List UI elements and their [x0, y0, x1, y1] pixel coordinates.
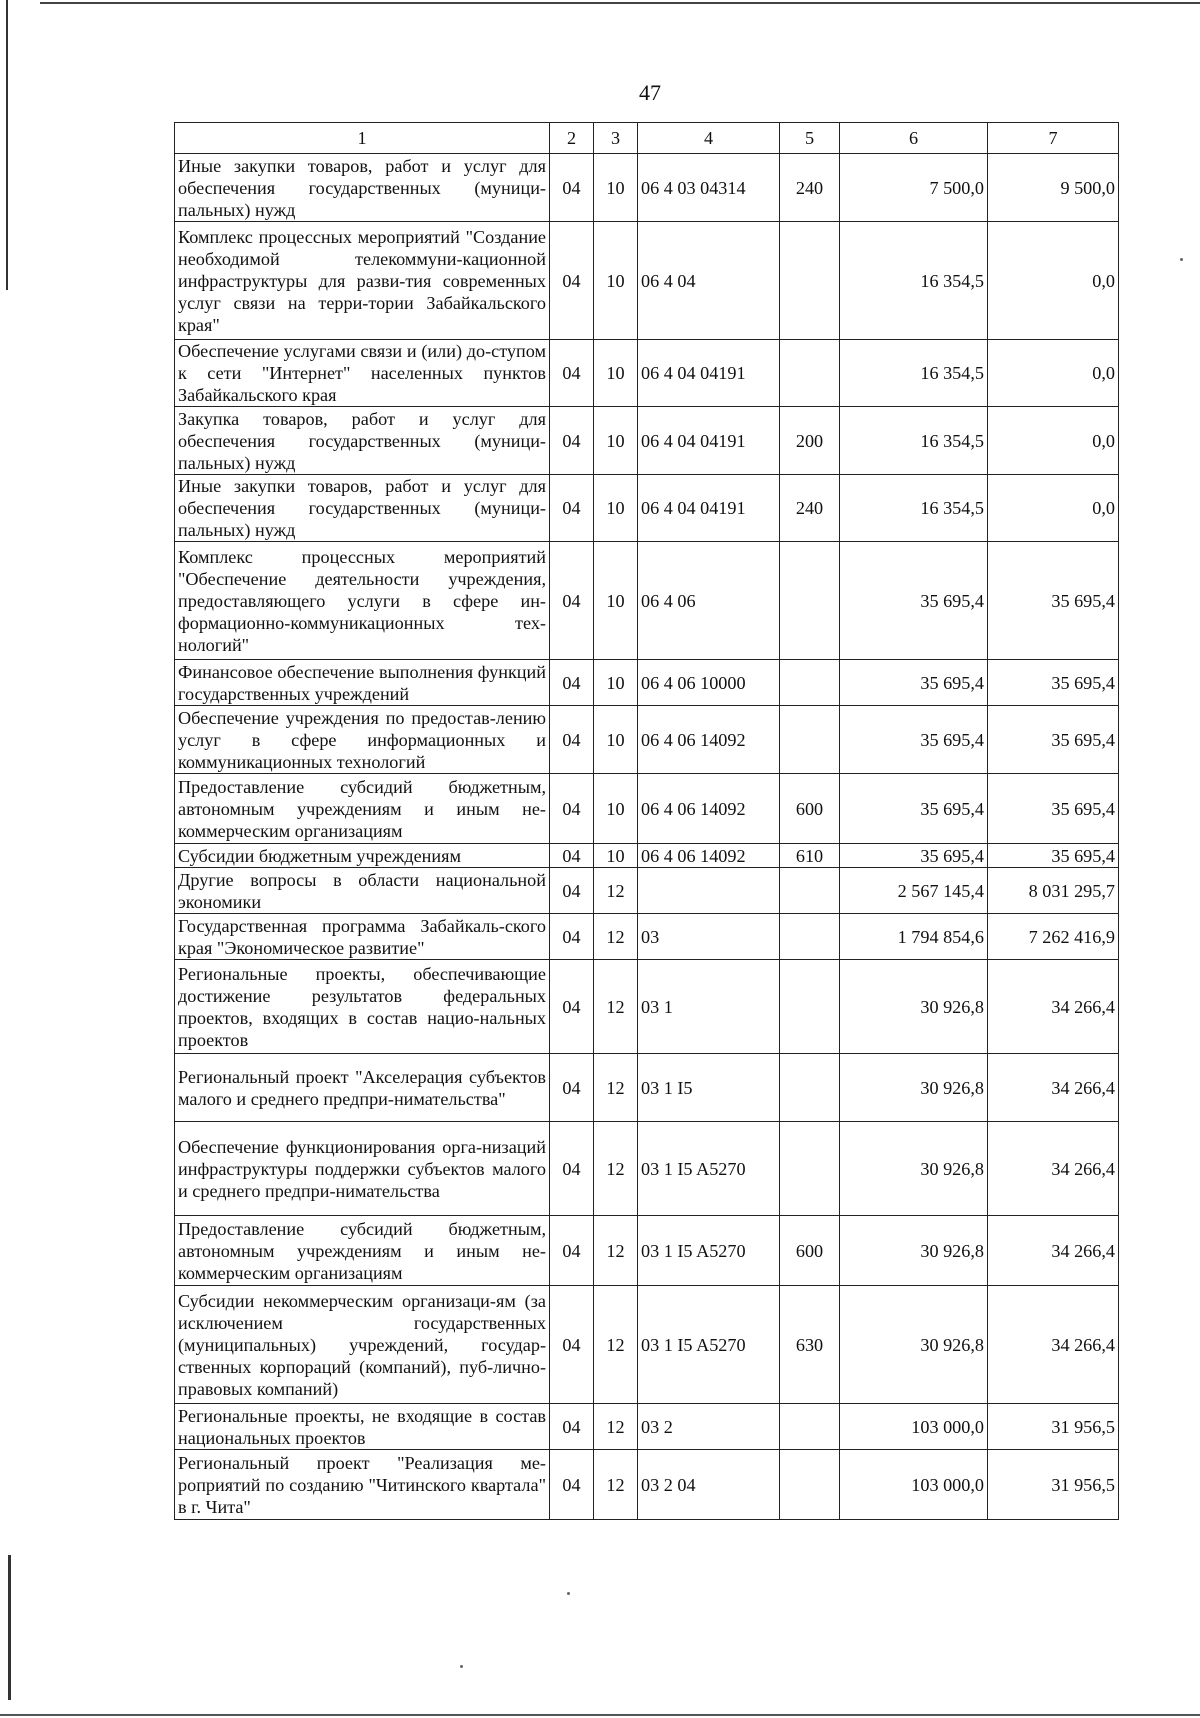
- amount-year1-cell: 35 695,4: [840, 706, 988, 774]
- row-name-cell: Обеспечение функционирования орга-низаций инфраструктуры поддержки субъектов малого и среднего предпри-нимательства: [175, 1122, 550, 1216]
- target-article-cell: 06 4 06 14092: [638, 706, 780, 774]
- table-row: [175, 222, 1119, 340]
- code-subsection-cell: 10: [594, 407, 638, 475]
- code-subsection-cell: 12: [594, 914, 638, 960]
- amount-year1-cell: 16 354,5: [840, 340, 988, 407]
- table-row: [175, 868, 1119, 914]
- amount-year1-cell: 30 926,8: [840, 1286, 988, 1404]
- table-body: [175, 123, 1119, 1520]
- amount-year2-cell: 7 262 416,9: [988, 914, 1119, 960]
- amount-year1-cell: 35 695,4: [840, 542, 988, 660]
- row-name-cell: Комплекс процессных мероприятий "Создание необходимой телекоммуни-кационной инфраструктуры для разви-тия современных услуг связи на терри-тории Забайкальского края": [175, 222, 550, 340]
- target-article-cell: 03 2 04: [638, 1450, 780, 1520]
- target-article-cell: 03 1 I5 A5270: [638, 1216, 780, 1286]
- table-row: [175, 1450, 1119, 1520]
- code-subsection-cell: 12: [594, 1404, 638, 1450]
- target-article-cell: 03 1 I5: [638, 1054, 780, 1122]
- expense-type-cell: 600: [780, 1216, 840, 1286]
- scan-speck: [567, 1592, 570, 1595]
- amount-year1-cell: 103 000,0: [840, 1404, 988, 1450]
- amount-year2-cell: 35 695,4: [988, 706, 1119, 774]
- amount-year2-cell: 31 956,5: [988, 1450, 1119, 1520]
- code-section-cell: 04: [550, 960, 594, 1054]
- code-section-cell: 04: [550, 154, 594, 222]
- target-article-cell: 06 4 04 04191: [638, 407, 780, 475]
- code-subsection-cell: 10: [594, 340, 638, 407]
- amount-year2-cell: 34 266,4: [988, 1286, 1119, 1404]
- target-article-cell: 06 4 06 14092: [638, 774, 780, 844]
- table-row: [175, 774, 1119, 844]
- header-col-7: 7: [988, 123, 1119, 154]
- row-name-cell: Субсидии бюджетным учреждениям: [175, 844, 550, 868]
- row-name-cell: Комплекс процессных мероприятий "Обеспечение деятельности учреждения, предоставляющего услуги в сфере ин-формационно-коммуникационных тех-нологий": [175, 542, 550, 660]
- code-section-cell: 04: [550, 542, 594, 660]
- expense-type-cell: [780, 914, 840, 960]
- target-article-cell: 06 4 06 10000: [638, 660, 780, 706]
- amount-year1-cell: 30 926,8: [840, 960, 988, 1054]
- expense-type-cell: [780, 706, 840, 774]
- target-article-cell: 03 1 I5 A5270: [638, 1286, 780, 1404]
- code-section-cell: 04: [550, 914, 594, 960]
- target-article-cell: 03: [638, 914, 780, 960]
- table-row: [175, 1286, 1119, 1404]
- code-section-cell: 04: [550, 222, 594, 340]
- code-subsection-cell: 12: [594, 1216, 638, 1286]
- amount-year2-cell: 0,0: [988, 222, 1119, 340]
- row-name-cell: Региональный проект "Акселерация субъектов малого и среднего предпри-нимательства": [175, 1054, 550, 1122]
- amount-year2-cell: 0,0: [988, 340, 1119, 407]
- expense-type-cell: 610: [780, 844, 840, 868]
- header-col-1: 1: [175, 123, 550, 154]
- amount-year1-cell: 30 926,8: [840, 1054, 988, 1122]
- code-subsection-cell: 10: [594, 706, 638, 774]
- code-subsection-cell: 10: [594, 475, 638, 542]
- row-name-cell: Государственная программа Забайкаль-ского края "Экономическое развитие": [175, 914, 550, 960]
- code-section-cell: 04: [550, 475, 594, 542]
- code-subsection-cell: 12: [594, 1286, 638, 1404]
- code-section-cell: 04: [550, 1450, 594, 1520]
- code-section-cell: 04: [550, 1404, 594, 1450]
- code-subsection-cell: 12: [594, 960, 638, 1054]
- target-article-cell: 03 1 I5 A5270: [638, 1122, 780, 1216]
- amount-year1-cell: 35 695,4: [840, 774, 988, 844]
- amount-year2-cell: 34 266,4: [988, 1216, 1119, 1286]
- amount-year1-cell: 103 000,0: [840, 1450, 988, 1520]
- row-name-cell: Обеспечение услугами связи и (или) до-ступом к сети "Интернет" населенных пунктов Забайкальского края: [175, 340, 550, 407]
- expense-type-cell: 240: [780, 154, 840, 222]
- table-row: [175, 1122, 1119, 1216]
- code-subsection-cell: 12: [594, 1450, 638, 1520]
- scan-edge-left: [6, 0, 8, 290]
- target-article-cell: 06 4 04: [638, 222, 780, 340]
- code-section-cell: 04: [550, 1216, 594, 1286]
- row-name-cell: Финансовое обеспечение выполнения функций государственных учреждений: [175, 660, 550, 706]
- table-row: [175, 340, 1119, 407]
- header-col-3: 3: [594, 123, 638, 154]
- row-name-cell: Региональные проекты, обеспечивающие достижение результатов федеральных проектов, входящих в состав нацио-нальных проектов: [175, 960, 550, 1054]
- expense-type-cell: [780, 1450, 840, 1520]
- table-row: [175, 154, 1119, 222]
- row-name-cell: Закупка товаров, работ и услуг для обеспечения государственных (муници-пальных) нужд: [175, 407, 550, 475]
- code-section-cell: 04: [550, 1286, 594, 1404]
- amount-year2-cell: 8 031 295,7: [988, 868, 1119, 914]
- target-article-cell: 06 4 06: [638, 542, 780, 660]
- header-col-4: 4: [638, 123, 780, 154]
- amount-year2-cell: 0,0: [988, 407, 1119, 475]
- expense-type-cell: [780, 1054, 840, 1122]
- expense-type-cell: [780, 1404, 840, 1450]
- table-row: [175, 914, 1119, 960]
- target-article-cell: 06 4 03 04314: [638, 154, 780, 222]
- table-row: [175, 660, 1119, 706]
- table-row: [175, 1216, 1119, 1286]
- code-subsection-cell: 12: [594, 868, 638, 914]
- row-name-cell: Региональные проекты, не входящие в состав национальных проектов: [175, 1404, 550, 1450]
- amount-year1-cell: 35 695,4: [840, 844, 988, 868]
- amount-year1-cell: 16 354,5: [840, 222, 988, 340]
- row-name-cell: Предоставление субсидий бюджетным, автономным учреждениям и иным не-коммерческим организациям: [175, 1216, 550, 1286]
- scan-edge-bottom: [0, 1714, 1200, 1716]
- table-row: [175, 706, 1119, 774]
- amount-year2-cell: 35 695,4: [988, 660, 1119, 706]
- expense-type-cell: [780, 1122, 840, 1216]
- expense-type-cell: 600: [780, 774, 840, 844]
- row-name-cell: Субсидии некоммерческим организаци-ям (за исключением государственных (муниципальных) учреждений, государ-ственных корпораций (компаний), пуб-лично-правовых компаний): [175, 1286, 550, 1404]
- code-section-cell: 04: [550, 407, 594, 475]
- code-subsection-cell: 12: [594, 1054, 638, 1122]
- amount-year1-cell: 7 500,0: [840, 154, 988, 222]
- amount-year1-cell: 16 354,5: [840, 475, 988, 542]
- expense-type-cell: [780, 660, 840, 706]
- code-section-cell: 04: [550, 1054, 594, 1122]
- table-row: [175, 475, 1119, 542]
- table-row: [175, 844, 1119, 868]
- code-subsection-cell: 10: [594, 154, 638, 222]
- amount-year1-cell: 35 695,4: [840, 660, 988, 706]
- amount-year2-cell: 35 695,4: [988, 844, 1119, 868]
- expense-type-cell: [780, 542, 840, 660]
- target-article-cell: 03 1: [638, 960, 780, 1054]
- table-row: [175, 960, 1119, 1054]
- code-section-cell: 04: [550, 706, 594, 774]
- amount-year2-cell: 34 266,4: [988, 1054, 1119, 1122]
- scan-speck: [460, 1665, 463, 1668]
- page-number: 47: [639, 80, 661, 105]
- expense-type-cell: 240: [780, 475, 840, 542]
- header-col-5: 5: [780, 123, 840, 154]
- row-name-cell: Иные закупки товаров, работ и услуг для обеспечения государственных (муници-пальных) нужд: [175, 475, 550, 542]
- row-name-cell: Предоставление субсидий бюджетным, автономным учреждениям и иным не-коммерческим организациям: [175, 774, 550, 844]
- header-col-2: 2: [550, 123, 594, 154]
- amount-year2-cell: 34 266,4: [988, 960, 1119, 1054]
- target-article-cell: 06 4 06 14092: [638, 844, 780, 868]
- target-article-cell: 03 2: [638, 1404, 780, 1450]
- table-header-row: [175, 123, 1119, 154]
- amount-year2-cell: 35 695,4: [988, 542, 1119, 660]
- code-section-cell: 04: [550, 868, 594, 914]
- expense-type-cell: [780, 222, 840, 340]
- row-name-cell: Иные закупки товаров, работ и услуг для обеспечения государственных (муници-пальных) нужд: [175, 154, 550, 222]
- code-section-cell: 04: [550, 774, 594, 844]
- row-name-cell: Обеспечение учреждения по предостав-лению услуг в сфере информационных и коммуникационных технологий: [175, 706, 550, 774]
- amount-year2-cell: 34 266,4: [988, 1122, 1119, 1216]
- budget-table: [174, 122, 1119, 1520]
- table-row: [175, 1404, 1119, 1450]
- code-subsection-cell: 12: [594, 1122, 638, 1216]
- expense-type-cell: 200: [780, 407, 840, 475]
- target-article-cell: 06 4 04 04191: [638, 340, 780, 407]
- code-subsection-cell: 10: [594, 542, 638, 660]
- row-name-cell: Другие вопросы в области национальной экономики: [175, 868, 550, 914]
- expense-type-cell: [780, 340, 840, 407]
- code-section-cell: 04: [550, 1122, 594, 1216]
- amount-year1-cell: 30 926,8: [840, 1216, 988, 1286]
- expense-type-cell: [780, 868, 840, 914]
- amount-year2-cell: 9 500,0: [988, 154, 1119, 222]
- table-row: [175, 542, 1119, 660]
- amount-year2-cell: 31 956,5: [988, 1404, 1119, 1450]
- code-subsection-cell: 10: [594, 774, 638, 844]
- scan-edge-left-lower: [8, 1555, 11, 1700]
- code-subsection-cell: 10: [594, 844, 638, 868]
- amount-year1-cell: 1 794 854,6: [840, 914, 988, 960]
- row-name-cell: Региональный проект "Реализация ме-роприятий по созданию "Читинского квартала" в г. Чита": [175, 1450, 550, 1520]
- expense-type-cell: [780, 960, 840, 1054]
- target-article-cell: 06 4 04 04191: [638, 475, 780, 542]
- code-section-cell: 04: [550, 660, 594, 706]
- code-section-cell: 04: [550, 340, 594, 407]
- table-row: [175, 407, 1119, 475]
- amount-year2-cell: 35 695,4: [988, 774, 1119, 844]
- amount-year1-cell: 30 926,8: [840, 1122, 988, 1216]
- table-row: [175, 1054, 1119, 1122]
- expense-type-cell: 630: [780, 1286, 840, 1404]
- amount-year1-cell: 16 354,5: [840, 407, 988, 475]
- code-subsection-cell: 10: [594, 660, 638, 706]
- amount-year2-cell: 0,0: [988, 475, 1119, 542]
- amount-year1-cell: 2 567 145,4: [840, 868, 988, 914]
- scan-speck: [1180, 258, 1183, 261]
- target-article-cell: [638, 868, 780, 914]
- header-col-6: 6: [840, 123, 988, 154]
- code-section-cell: 04: [550, 844, 594, 868]
- scan-edge-top: [40, 2, 1200, 4]
- code-subsection-cell: 10: [594, 222, 638, 340]
